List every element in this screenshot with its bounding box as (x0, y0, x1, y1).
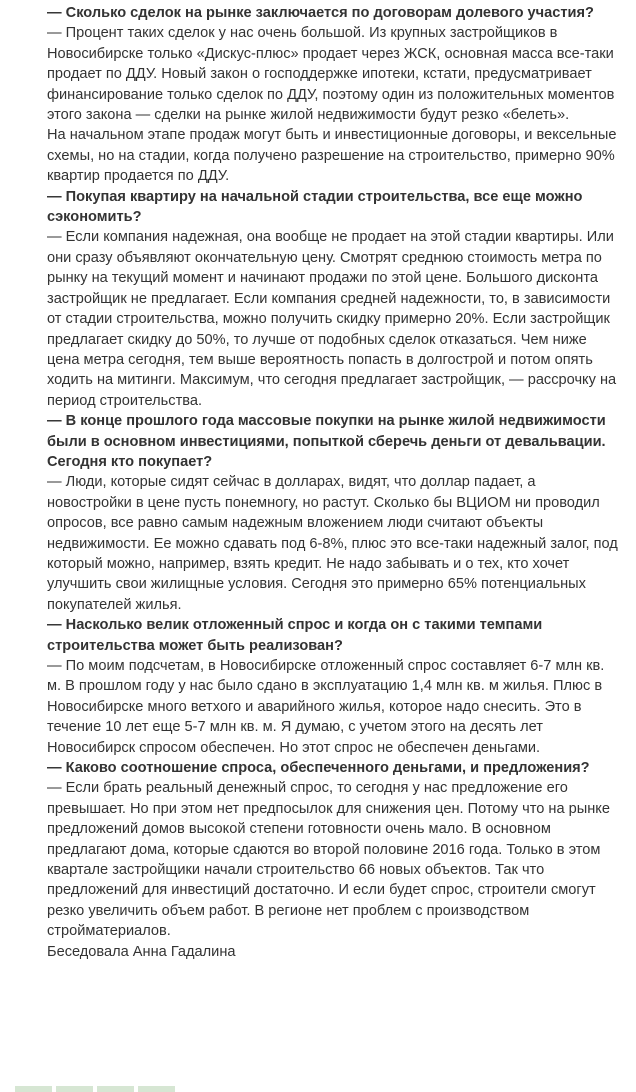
author-signature: Беседовала Анна Гадалина (47, 943, 236, 960)
answer-paragraph-2: На начальном этапе продаж могут быть и инвестиционные договоры, и вексельные схемы, но на стадии, когда получено разрешение на строительство, примерно 90% квартир продается по ДДУ. (47, 127, 617, 185)
answer-paragraph-1: — Процент таких сделок у нас очень большой. Из крупных застройщиков в Новосибирске только «Дискус-плюс» продает через ЖСК, основная масса все-таки продает по ДДУ. Новый закон о господдержке ипотеки, кстати, предусматривает финансирование только сделок по ДДУ, поэтому один из положительных моментов этого закона — сделки на рынке жилой недвижимости будут резко «белеть». (47, 25, 615, 124)
article-body (47, 3, 619, 962)
question-2: — Покупая квартиру на начальной стадии строительства, все еще можно сэкономить? (47, 188, 583, 226)
answer-paragraph-5: — По моим подсчетам, в Новосибирске отложенный спрос составляет 6-7 млн кв. м. В прошлом году у нас было сдано в эксплуатацию 1,4 млн кв. м жилья. Плюс в Новосибирске много ветхого и аварийного жилья, которое надо снесить. Это в течение 10 лет еще 5-7 млн кв. м. Я думаю, с учетом этого на десять лет Новосибирск спросом обеспечен. Но этот спрос не обеспечен деньгами. (47, 658, 605, 756)
share-button[interactable] (138, 1086, 175, 1092)
answer-paragraph-6: — Если брать реальный денежный спрос, то сегодня у нас предложение его превышает. Но при этом нет предпосылок для снижения цен. Потому что на рынке предложений домов высокой степени готовности очень мало. В основном предлагают дома, которые сдаются во второй половине 2016 года. Только в этом квартале застройщики начали строительство 66 новых объектов. Так что предложений для инвестиций достаточно. И если будет спрос, строители смогут резко увеличить объем работ. В регионе нет проблем с производством стройматериалов. (47, 780, 610, 940)
answer-paragraph-4: — Люди, которые сидят сейчас в долларах, видят, что доллар падает, а новостройки в цене пусть понемногу, но растут. Сколько бы ВЦИОМ ни проводил опросов, все равно самым надежным вложением люди считают объекты недвижимости. Ее можно сдавать под 6-8%, плюс это все-таки надежный залог, под который можно, например, взять кредит. Не надо забывать и о тех, кто хочет улучшить свои жилищные условия. Сегодня это примерно 65% потенциальных покупателей жилья. (47, 474, 618, 613)
question-4: — Насколько велик отложенный спрос и когда он с такими темпами строительства может быть реализован? (47, 617, 543, 654)
share-button[interactable] (15, 1086, 52, 1092)
share-button[interactable] (56, 1086, 93, 1092)
share-button[interactable] (97, 1086, 134, 1092)
question-3: — В конце прошлого года массовые покупки на рынке жилой недвижимости были в основном инвестициями, попыткой сберечь деньги от девальвации. Сегодня кто покупает? (47, 413, 606, 470)
question-1: — Сколько сделок на рынке заключается по договорам долевого участия? (47, 5, 594, 21)
question-5: — Каково соотношение спроса, обеспеченного деньгами, и предложения? (47, 760, 590, 777)
answer-paragraph-3: — Если компания надежная, она вообще не продает на этой стадии квартиры. Или они сразу объявляют окончательную цену. Смотрят среднюю стоимость метра по рынку на текущий момент и начинают продажи по этой цене. Большого дисконта застройщик не предлагает. Если компания средней надежности, то, в зависимости от стадии строительства, можно получить скидку примерно 20%. Если застройщик предлагает скидку до 50%, то лучше от подобных сделок отказаться. Чем ниже цена метра сегодня, тем выше вероятность попасть в долгострой и потом опять ходить на митинги. Максимум, что сегодня предлагает застройщик, — рассрочку на период строительства. (47, 229, 617, 409)
share-buttons-strip (15, 1086, 175, 1092)
